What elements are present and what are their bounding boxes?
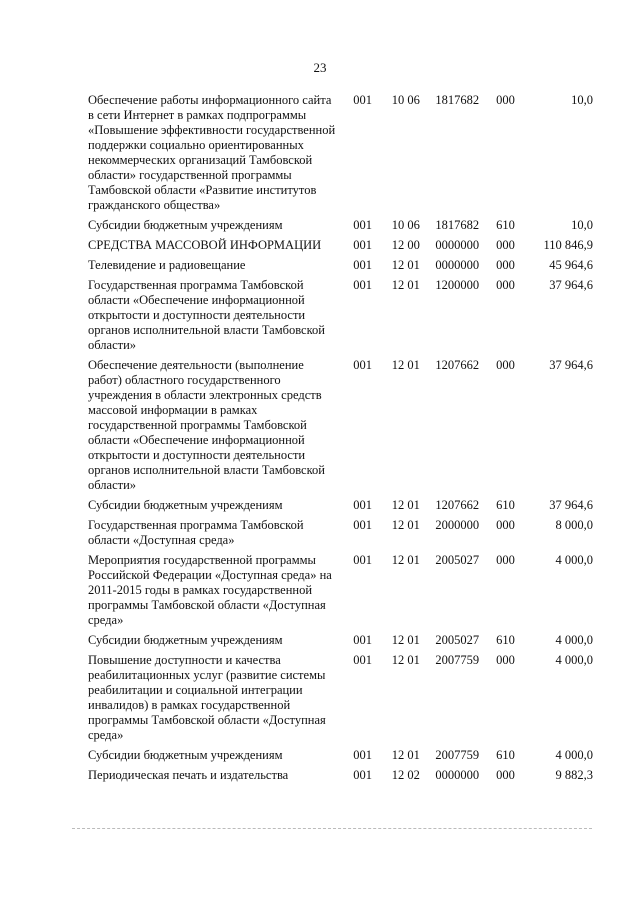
row-amount: 4 000,0 — [555, 633, 593, 647]
row-admin-code: 001 — [353, 553, 372, 567]
row-section-code: 12 01 — [391, 653, 420, 667]
row-expense-type: 000 — [496, 518, 515, 532]
budget-table — [88, 93, 593, 788]
row-name: Субсидии бюджетным учреждениям — [88, 748, 283, 762]
table-row — [88, 633, 593, 653]
row-name: СРЕДСТВА МАССОВОЙ ИНФОРМАЦИИ — [88, 238, 322, 252]
row-section-code: 12 01 — [391, 498, 420, 512]
row-section-code: 12 01 — [391, 518, 420, 532]
row-expense-type: 610 — [496, 633, 515, 647]
scan-artifact-line — [72, 828, 592, 829]
row-expense-type: 000 — [496, 238, 515, 252]
page-number: 23 — [313, 60, 327, 75]
row-section-code: 12 01 — [391, 748, 420, 762]
table-row — [88, 358, 593, 498]
row-expense-type: 000 — [496, 553, 515, 567]
row-name: Субсидии бюджетным учреждениям — [88, 633, 283, 647]
row-expense-type: 000 — [496, 358, 515, 372]
row-expense-type: 610 — [496, 498, 515, 512]
row-admin-code: 001 — [353, 498, 372, 512]
table-row — [88, 518, 593, 553]
row-target-code: 0000000 — [435, 768, 480, 782]
row-name: Мероприятия государственной программы Российской Федерации «Доступная среда» на 2011-2015 годы в рамках государственной программы Тамбовской области «Доступная среда» — [88, 553, 332, 627]
row-section-code: 12 01 — [391, 633, 420, 647]
row-amount: 4 000,0 — [555, 553, 593, 567]
row-expense-type: 000 — [496, 653, 515, 667]
row-target-code: 2007759 — [435, 748, 480, 762]
row-target-code: 1817682 — [435, 218, 480, 232]
row-amount: 4 000,0 — [555, 653, 593, 667]
row-admin-code: 001 — [353, 238, 372, 252]
row-target-code: 2005027 — [435, 633, 480, 647]
row-name: Обеспечение работы информационного сайта в сети Интернет в рамках подпрограммы «Повышение эффективности государственной поддержки социально ориентированных некоммерческих организаций Тамбовской области» государственной программы Тамбовской области «Развитие институтов гражданского общества» — [88, 93, 336, 212]
row-name: Периодическая печать и издательства — [88, 768, 289, 782]
table-row — [88, 748, 593, 768]
row-amount: 4 000,0 — [555, 748, 593, 762]
row-section-code: 12 00 — [391, 238, 420, 252]
row-section-code: 12 01 — [391, 358, 420, 372]
table-row — [88, 768, 593, 788]
row-admin-code: 001 — [353, 278, 372, 292]
row-section-code: 12 01 — [391, 553, 420, 567]
row-target-code: 2005027 — [435, 553, 480, 567]
row-amount: 8 000,0 — [555, 518, 593, 532]
row-amount: 45 964,6 — [549, 258, 593, 272]
row-amount: 37 964,6 — [549, 278, 593, 292]
table-row — [88, 258, 593, 278]
row-admin-code: 001 — [353, 768, 372, 782]
row-admin-code: 001 — [353, 633, 372, 647]
table-row — [88, 93, 593, 218]
row-target-code: 1817682 — [435, 93, 480, 107]
row-expense-type: 610 — [496, 748, 515, 762]
row-expense-type: 000 — [496, 768, 515, 782]
budget-table-body — [88, 93, 593, 788]
row-admin-code: 001 — [353, 218, 372, 232]
row-name: Обеспечение деятельности (выполнение работ) областного государственного учреждения в области электронных средств массовой информации в рамках государственной программы Тамбовской области «Обеспечение информационной открытости и доступности деятельности органов исполнительной власти Тамбовской области» — [88, 358, 325, 492]
table-row — [88, 278, 593, 358]
row-name: Субсидии бюджетным учреждениям — [88, 218, 283, 232]
row-name: Государственная программа Тамбовской области «Доступная среда» — [88, 518, 304, 547]
row-admin-code: 001 — [353, 258, 372, 272]
row-admin-code: 001 — [353, 358, 372, 372]
row-target-code: 1207662 — [435, 498, 480, 512]
table-row — [88, 653, 593, 748]
row-target-code: 2007759 — [435, 653, 480, 667]
row-expense-type: 000 — [496, 278, 515, 292]
row-expense-type: 000 — [496, 93, 515, 107]
row-target-code: 2000000 — [435, 518, 480, 532]
table-row — [88, 218, 593, 238]
row-admin-code: 001 — [353, 93, 372, 107]
row-target-code: 0000000 — [435, 258, 480, 272]
row-name: Субсидии бюджетным учреждениям — [88, 498, 283, 512]
row-target-code: 1207662 — [435, 358, 480, 372]
row-name: Телевидение и радиовещание — [88, 258, 246, 272]
row-target-code: 1200000 — [435, 278, 480, 292]
table-row — [88, 553, 593, 633]
row-section-code: 10 06 — [391, 218, 420, 232]
row-expense-type: 610 — [496, 218, 515, 232]
row-amount: 10,0 — [571, 218, 593, 232]
row-amount: 110 846,9 — [543, 238, 593, 252]
row-amount: 10,0 — [571, 93, 593, 107]
row-admin-code: 001 — [353, 518, 372, 532]
row-admin-code: 001 — [353, 748, 372, 762]
row-expense-type: 000 — [496, 258, 515, 272]
row-name: Государственная программа Тамбовской области «Обеспечение информационной открытости и доступности деятельности органов исполнительной власти Тамбовской области» — [88, 278, 325, 352]
row-amount: 37 964,6 — [549, 358, 593, 372]
row-section-code: 12 01 — [391, 278, 420, 292]
row-amount: 9 882,3 — [555, 768, 593, 782]
row-admin-code: 001 — [353, 653, 372, 667]
row-name: Повышение доступности и качества реабилитационных услуг (развитие системы реабилитации и социальной интеграции инвалидов) в рамках государственной программы Тамбовской области «Доступная среда» — [88, 653, 326, 742]
row-section-code: 10 06 — [391, 93, 420, 107]
table-row — [88, 498, 593, 518]
row-target-code: 0000000 — [435, 238, 480, 252]
row-amount: 37 964,6 — [549, 498, 593, 512]
row-section-code: 12 01 — [391, 258, 420, 272]
row-section-code: 12 02 — [391, 768, 420, 782]
table-row — [88, 238, 593, 258]
